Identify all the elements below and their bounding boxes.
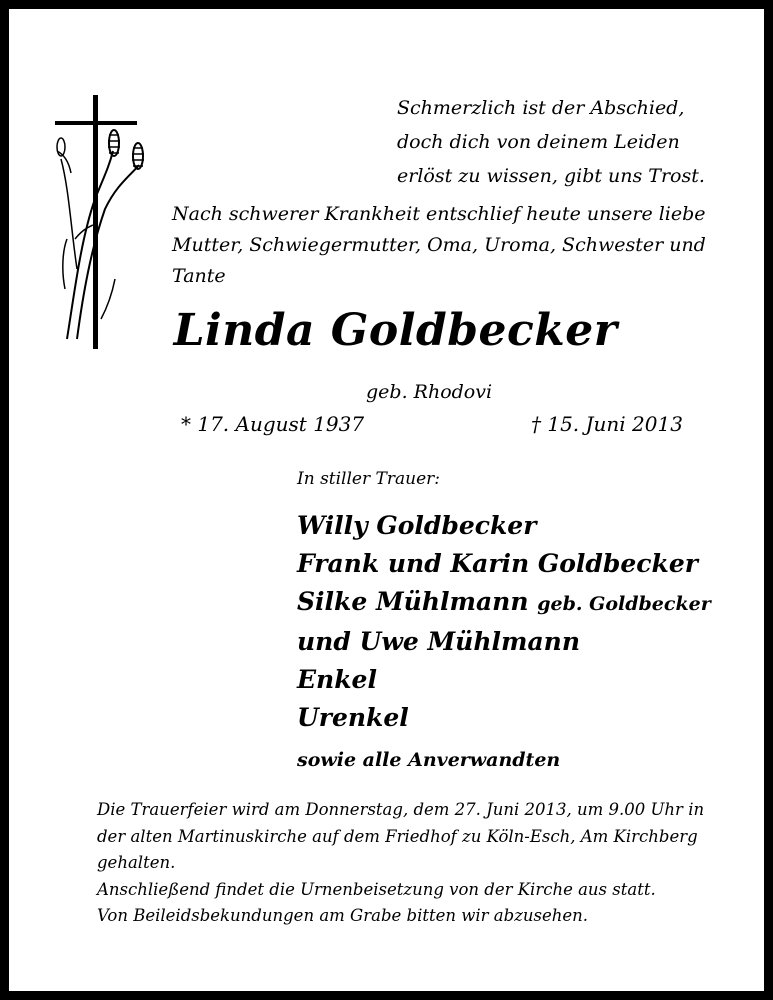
mourning-label: In stiller Trauer: [297, 469, 440, 489]
maiden-name: geb. Rhodovi [366, 381, 493, 403]
mourner: und Uwe Mühlmann [297, 627, 580, 656]
mourner-maiden-name: geb. Goldbecker [537, 593, 711, 615]
mourner-name: Silke Mühlmann [297, 587, 529, 616]
service-text: Die Trauerfeier wird am Donnerstag, dem 27. Juni 2013, um 9.00 Uhr in der alten Martinuskirche auf dem Friedhof zu Köln-Esch, Am Kirchberg gehalten. [97, 800, 705, 872]
closing-family: sowie alle Anverwandten [297, 749, 561, 771]
mourner [297, 583, 711, 623]
mourner: Enkel [297, 665, 377, 694]
mourner: Willy Goldbecker [297, 511, 537, 540]
quote-line: erlöst zu wissen, gibt uns Trost. [397, 165, 705, 187]
condolence-text: Von Beileidsbekundungen am Grabe bitten wir abzusehen. [97, 906, 589, 925]
deceased-name: Linda Goldbecker [173, 305, 618, 356]
mourner: Urenkel [297, 703, 409, 732]
urn-text: Anschließend findet die Urnenbeisetzung von der Kirche aus statt. [97, 879, 656, 899]
service-info [97, 797, 737, 930]
death-date: † 15. Juni 2013 [531, 412, 683, 436]
birth-date: * 17. August 1937 [181, 412, 365, 436]
quote-line: doch dich von deinem Leiden [397, 131, 680, 153]
mourners-list [297, 507, 711, 737]
mourner: Frank und Karin Goldbecker [297, 549, 698, 578]
intro-text: Nach schwerer Krankheit entschlief heute unsere liebe Mutter, Schwiegermutter, Oma, Uroma, Schwester und Tante [172, 203, 706, 287]
quote-line: Schmerzlich ist der Abschied, [397, 97, 685, 119]
quote [397, 91, 705, 193]
